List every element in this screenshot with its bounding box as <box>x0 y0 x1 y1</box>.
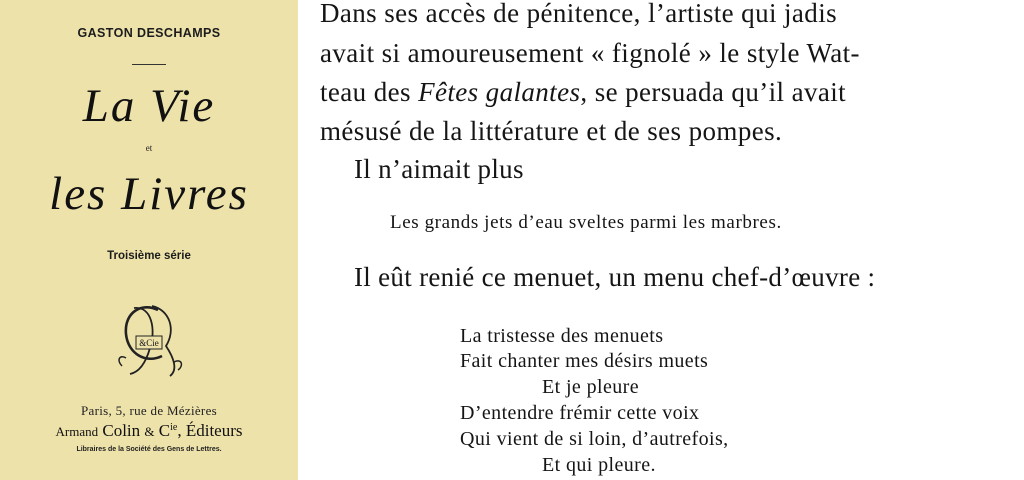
cover-author: GASTON DESCHAMPS <box>77 26 221 40</box>
text-line-4: mésusé de la littérature et de ses pompes. <box>320 116 783 146</box>
cover-divider <box>132 64 166 65</box>
text-line-3 <box>320 77 846 108</box>
poem-line-4: D’entendre frémir cette voix <box>460 402 700 424</box>
text-line-1: Dans ses accès de pénitence, l’artiste qui jadis <box>320 0 838 28</box>
publisher-ampersand: & <box>144 424 155 439</box>
monogram-text: &Cie <box>139 338 159 348</box>
text-line-5: Il n’aimait plus <box>354 154 524 184</box>
book-cover <box>0 0 298 480</box>
text-page <box>298 0 1024 480</box>
poem-line-3: Et je pleure <box>542 376 639 398</box>
publisher-ie: ie <box>170 422 178 433</box>
text-line-2: avait si amoureusement « fignolé » le style Wat- <box>320 38 860 68</box>
cover-address: Paris, 5, rue de Mézières <box>80 403 217 418</box>
cover-series: Troisième série <box>107 250 191 262</box>
publisher-c: C <box>158 421 171 440</box>
cover-publisher <box>0 421 298 441</box>
cover-title-line1: La Vie <box>82 80 216 132</box>
text-line-3-end: , se persuada qu’il avait <box>580 77 847 107</box>
cover-title-line2: les Livres <box>49 168 249 220</box>
poem-line-1: La tristesse des menuets <box>460 325 664 347</box>
cover-title-conjunction: et <box>145 143 153 153</box>
text-line-3-start: teau des <box>320 77 419 107</box>
poem-line-5: Qui vient de si loin, d’autrefois, <box>460 428 729 450</box>
verse-quote: Les grands jets d’eau sveltes parmi les marbres. <box>390 212 782 233</box>
poem-line-6: Et qui pleure. <box>542 454 656 476</box>
cover-imprint: Libraires de la Société des Gens de Lettres. <box>76 446 222 453</box>
text-line-6: Il eût renié ce menuet, un menu chef-d’œuvre : <box>354 262 876 292</box>
publisher-first-name: Armand <box>55 424 99 439</box>
book-title-italic: Fêtes galantes <box>418 77 581 107</box>
poem-line-2: Fait chanter mes désirs muets <box>460 350 709 372</box>
publisher-monogram-icon <box>112 300 188 380</box>
publisher-suffix: , Éditeurs <box>177 421 243 440</box>
publisher-name: Colin <box>102 421 141 440</box>
